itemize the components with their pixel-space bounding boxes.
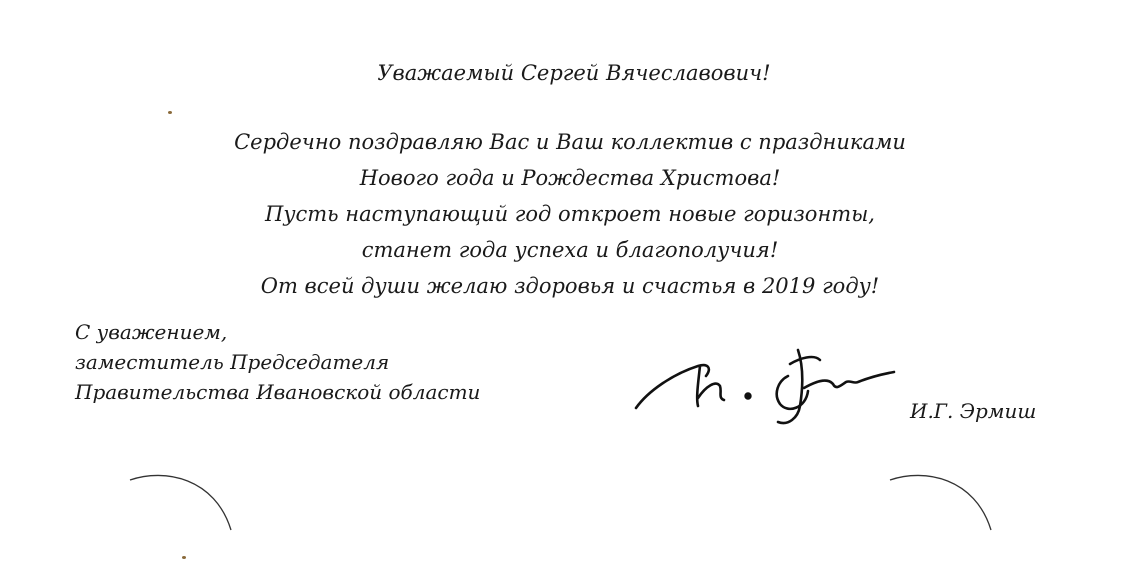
body-line: От всей души желаю здоровья и счастья в 2019 году! [260, 274, 880, 298]
body-line: Пусть наступающий год откроет новые горизонты, [265, 202, 875, 226]
body-line: Сердечно поздравляю Вас и Ваш коллектив с праздниками [234, 130, 906, 154]
closing-line: заместитель Председателя [75, 350, 390, 374]
fold-mark-right [885, 470, 1000, 540]
closing-line: Правительства Ивановской области [75, 380, 481, 404]
closing-line: С уважением, [75, 320, 228, 344]
signer-name: И.Г. Эрмиш [910, 399, 1037, 423]
salutation: Уважаемый Сергей Вячеславович! [377, 61, 771, 85]
letter-body [200, 124, 940, 304]
body-line: станет года успеха и благополучия! [361, 238, 779, 262]
body-line: Нового года и Рождества Христова! [359, 166, 781, 190]
paper-speck [168, 111, 172, 114]
paper-speck [182, 556, 186, 559]
signature-icon [628, 336, 898, 436]
fold-mark-left [125, 470, 240, 540]
closing-block [75, 317, 480, 407]
